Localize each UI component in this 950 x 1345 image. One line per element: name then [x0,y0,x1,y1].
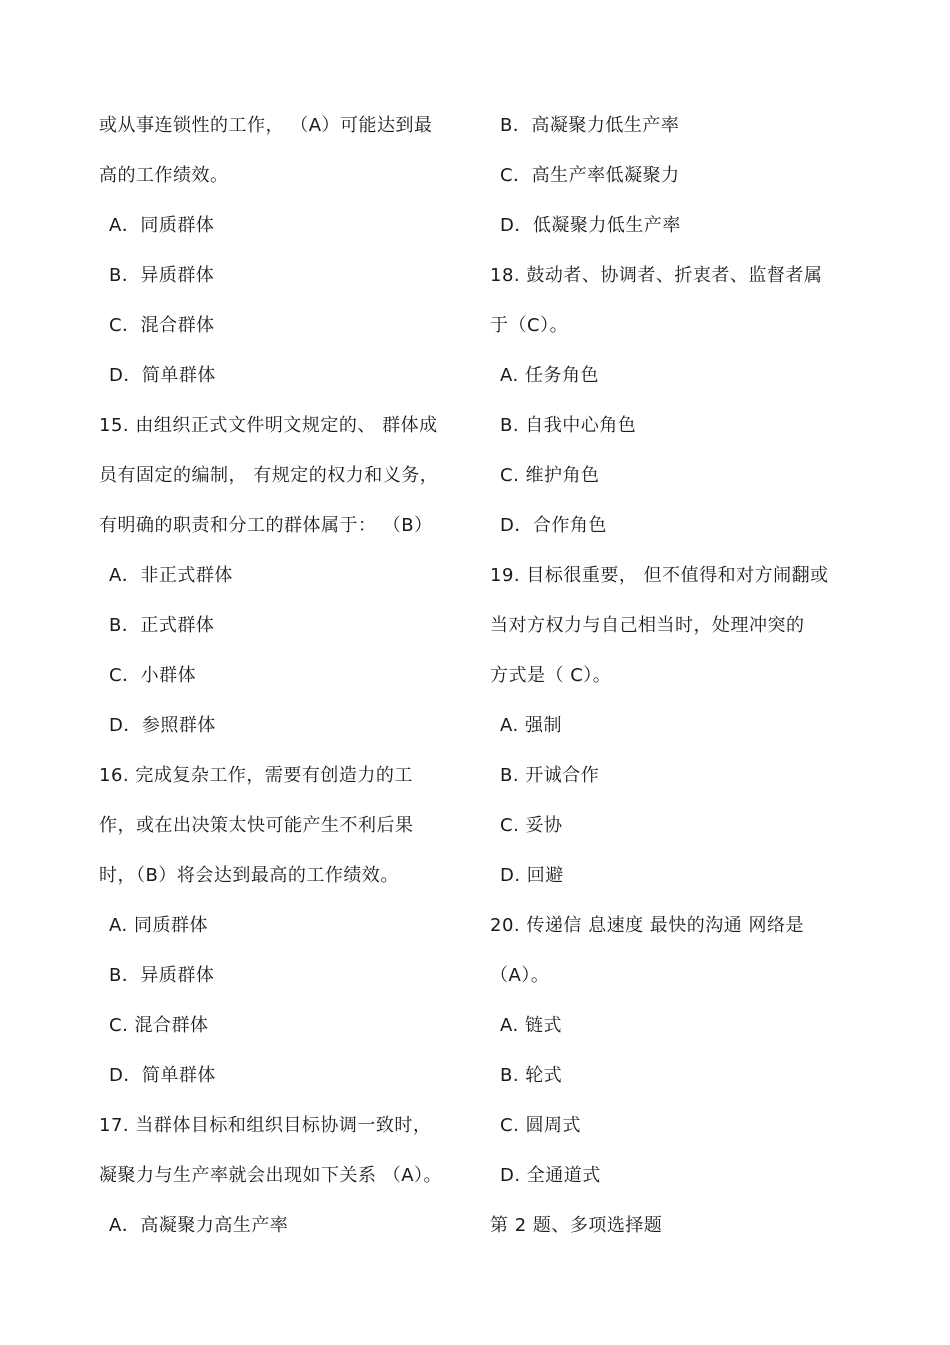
answer-option: D．低凝聚力低生产率 [500,215,681,236]
question-text-line: 或从事连锁性的工作， （A）可能达到最 [99,115,433,136]
answer-option: A．非正式群体 [109,565,233,586]
question-text-line: 19. 目标很重要， 但不值得和对方闹翻或 [490,565,829,586]
answer-option: A. 强制 [500,715,562,736]
answer-option: A. 链式 [500,1015,562,1036]
answer-option: C．小群体 [109,665,197,686]
answer-option: B. 开诚合作 [500,765,600,786]
answer-option: B. 轮式 [500,1065,563,1086]
answer-option: B．正式群体 [109,615,215,636]
answer-option: A．同质群体 [109,215,215,236]
answer-option: D．简单群体 [109,365,216,386]
answer-option: C．混合群体 [109,315,215,336]
answer-option: D．简单群体 [109,1065,216,1086]
question-text-line: 第 2 题、多项选择题 [490,1215,663,1236]
answer-option: C. 维护角色 [500,465,600,486]
question-text-line: 17. 当群体目标和组织目标协调一致时， [99,1115,432,1136]
question-text-line: 高的工作绩效。 [99,165,229,186]
left-column [99,101,464,1251]
question-text-line: 作，或在出决策太快可能产生不利后果 [99,815,414,836]
answer-option: D．合作角色 [500,515,607,536]
answer-option: C. 圆周式 [500,1115,582,1136]
question-text-line: 于（C）。 [490,315,569,336]
answer-option: C. 混合群体 [109,1015,209,1036]
answer-option: B．异质群体 [109,965,215,986]
answer-option: A. 任务角色 [500,365,599,386]
question-text-line: （A）。 [490,965,550,986]
answer-option: D. 全通道式 [500,1165,601,1186]
question-text-line: 有明确的职责和分工的群体属于： （B） [99,515,433,536]
question-text-line: 当对方权力与自己相当时，处理冲突的 [490,615,805,636]
answer-option: C. 妥协 [500,815,563,836]
question-text-line: 方式是（ C）。 [490,665,612,686]
answer-option: B. 自我中心角色 [500,415,637,436]
answer-option: B．异质群体 [109,265,215,286]
question-text-line: 16. 完成复杂工作，需要有创造力的工 [99,765,413,786]
question-text-line: 15. 由组织正式文件明文规定的、 群体成 [99,415,438,436]
question-text-line: 18. 鼓动者、协调者、折衷者、监督者属 [490,265,823,286]
answer-option: A．高凝聚力高生产率 [109,1215,289,1236]
answer-option: D．参照群体 [109,715,216,736]
question-text-line: 凝聚力与生产率就会出现如下关系 （A）。 [99,1165,443,1186]
answer-option: B．高凝聚力低生产率 [500,115,680,136]
answer-option: C．高生产率低凝聚力 [500,165,680,186]
answer-option: D. 回避 [500,865,564,886]
answer-option: A. 同质群体 [109,915,208,936]
question-text-line: 员有固定的编制， 有规定的权力和义务， [99,465,439,486]
question-text-line: 时，（B）将会达到最高的工作绩效。 [99,865,399,886]
question-text-line: 20. 传递信 息速度 最快的沟通 网络是 [490,915,805,936]
right-column [490,101,870,1251]
